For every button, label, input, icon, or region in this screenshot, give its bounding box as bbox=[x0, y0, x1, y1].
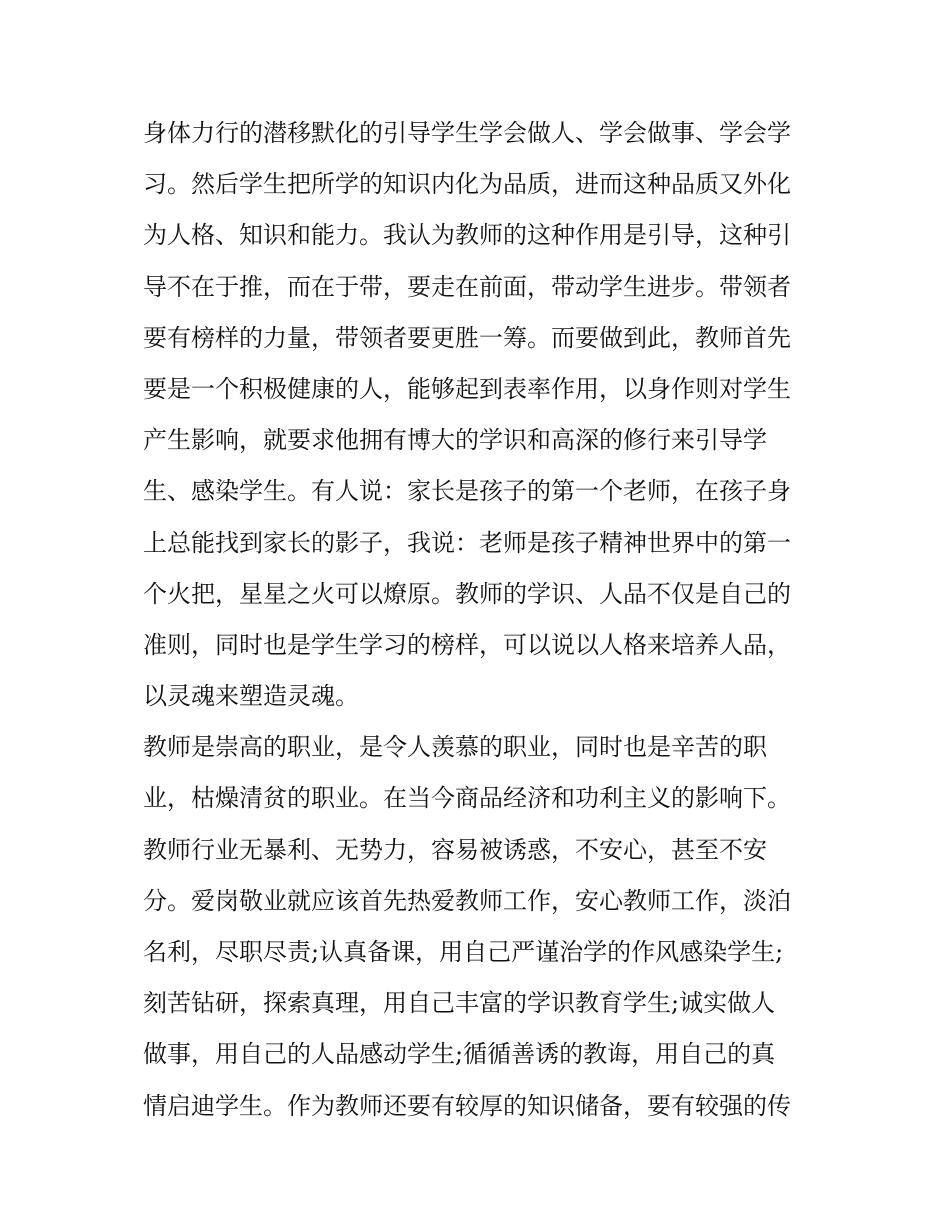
text-line: 身体力行的潜移默化的引导学生学会做人、学会做事、学会学 bbox=[143, 119, 791, 147]
text-line: 名利，尽职尽责;认真备课，用自己严谨治学的作风感染学生; bbox=[143, 938, 784, 966]
text-line: 习。然后学生把所学的知识内化为品质，进而这种品质又外化 bbox=[143, 170, 791, 199]
text-line: 做事，用自己的人品感动学生;循循善诱的教诲，用自己的真 bbox=[143, 1040, 776, 1069]
text-line: 上总能找到家长的影子，我说：老师是孩子精神世界中的第一 bbox=[143, 528, 791, 557]
text-line: 导不在于推，而在于带，要走在前面，带动学生进步。带领者 bbox=[143, 272, 791, 301]
text-line: 业，枯燥清贫的职业。在当今商品经济和功利主义的影响下。 bbox=[143, 784, 791, 813]
text-line: 要是一个积极健康的人，能够起到表率作用，以身作则对学生 bbox=[143, 374, 791, 403]
text-line: 以灵魂来塑造灵魂。 bbox=[143, 682, 359, 711]
text-line: 教师行业无暴利、无势力，容易被诱惑，不安心，甚至不安 bbox=[143, 835, 767, 864]
text-line: 分。爱岗敬业就应该首先热爱教师工作，安心教师工作，淡泊 bbox=[143, 886, 791, 915]
text-line: 刻苦钻研，探索真理，用自己丰富的学识教育学生;诚实做人 bbox=[143, 989, 776, 1018]
text-line: 个火把，星星之火可以燎原。教师的学识、人品不仅是自己的 bbox=[143, 579, 791, 608]
text-line: 情启迪学生。作为教师还要有较厚的知识储备，要有较强的传 bbox=[143, 1091, 791, 1120]
text-line: 要有榜样的力量，带领者要更胜一筹。而要做到此，教师首先 bbox=[143, 323, 791, 352]
body-text bbox=[143, 108, 823, 1132]
text-line: 教师是崇高的职业，是令人羡慕的职业，同时也是辛苦的职 bbox=[143, 733, 767, 762]
text-line: 生、感染学生。有人说：家长是孩子的第一个老师，在孩子身 bbox=[143, 477, 791, 506]
text-line: 产生影响，就要求他拥有博大的学识和高深的修行来引导学 bbox=[143, 426, 767, 455]
text-line: 为人格、知识和能力。我认为教师的这种作用是引导，这种引 bbox=[143, 221, 791, 250]
text-line: 准则，同时也是学生学习的榜样，可以说以人格来培养人品， bbox=[143, 630, 791, 659]
